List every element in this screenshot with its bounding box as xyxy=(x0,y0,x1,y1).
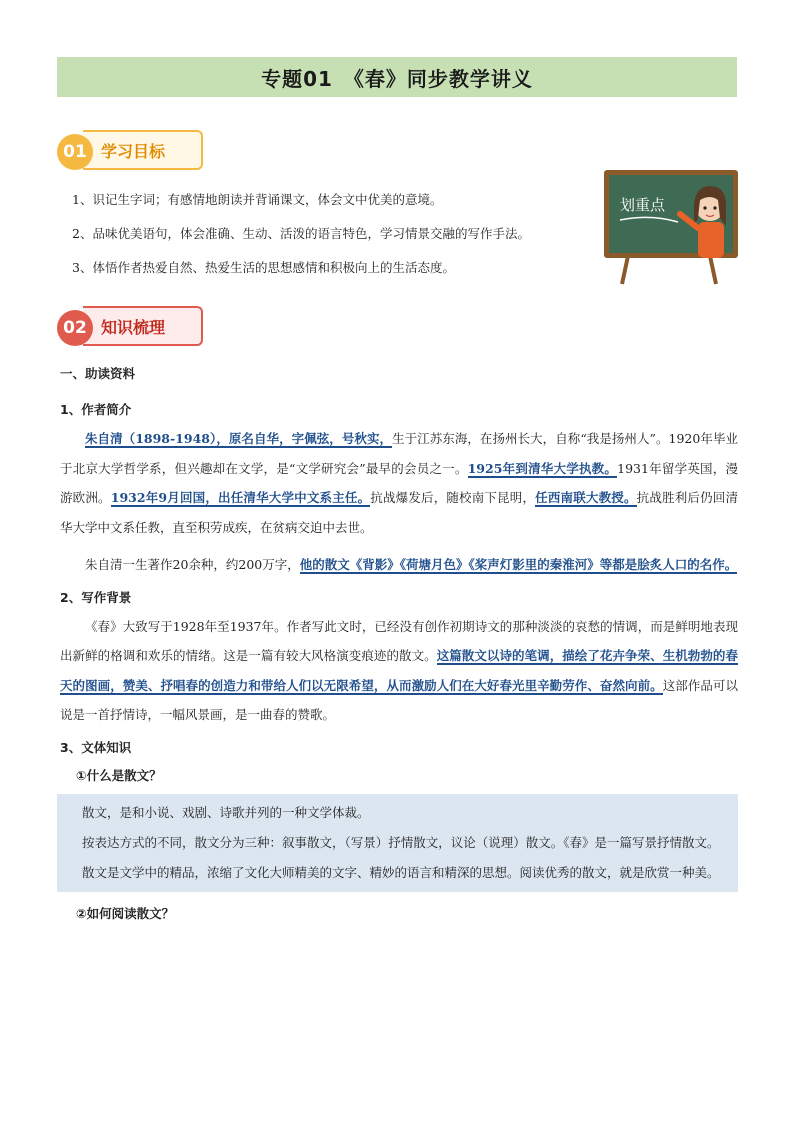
body-text: 《春》大致写于1928年至1937年。作者写此文时，已经没有创作初期诗文的那种淡淡的哀愁的情调，而是鲜明地表现出新鲜的格调和欢乐的情绪。这是一篇有较大风格演变痕迹的散文。 xyxy=(60,618,738,663)
definition-box xyxy=(57,794,738,892)
highlight-text: 任西南联大教授。 xyxy=(535,490,637,505)
highlight-text: 他的散文《背影》《荷塘月色》《桨声灯影里的秦淮河》等都是脍炙人口的名作。 xyxy=(299,557,738,572)
body-text: 生于江苏东海，在扬州长大，自称“我是扬州人”。1920年毕业于北京大学哲学系，但兴趣却在文学，是“文学研究会”最早的会员之一。 xyxy=(60,431,738,476)
highlight-text: 1925年到清华大学执教。 xyxy=(467,460,618,476)
question-heading: ①什么是散文？ xyxy=(76,767,162,783)
highlight-text: 朱自清（1898-1948），原名自华，字佩弦，号秋实， xyxy=(85,431,393,446)
subsection-heading: 2、写作背景 xyxy=(60,589,132,605)
section-header-objectives xyxy=(57,130,217,174)
body-text: 抗战胜利后仍回清华大学中文系任教，直至积劳成疾，在贫病交迫中去世。 xyxy=(60,490,738,535)
works-paragraph xyxy=(60,550,738,580)
highlight-text: 这篇散文以诗的笔调，描绘了花卉争荣、生机勃勃的春天的图画，赞美、抒唱春的创造力和带给人们以无限希望，从而激励人们在大好春光里辛勤劳作、奋然向前。 xyxy=(60,648,738,693)
section-tag xyxy=(83,130,203,170)
section-label: 知识梳理 xyxy=(101,317,166,337)
box-paragraph: 按表达方式的不同，散文分为三种：叙事散文，（写景）抒情散文，议论（说理）散文。《春》是一篇写景抒情散文。 xyxy=(82,834,720,850)
box-paragraph: 散文是文学中的精品，浓缩了文化大师精美的文字、精妙的语言和精深的思想。阅读优秀的散文，就是欣赏一种美。 xyxy=(82,864,720,880)
objective-item: 2、品味优美语句，体会准确、生动、活泼的语言特色，学习情景交融的写作手法。 xyxy=(72,226,530,241)
part-heading: 一、助读资料 xyxy=(60,366,136,381)
title-banner xyxy=(57,57,737,97)
body-text: 朱自清一生著作20余种，约200万字， xyxy=(85,557,300,572)
section-number-badge: 01 xyxy=(57,134,93,170)
knowledge-content xyxy=(60,364,738,932)
subsection-heading: 3、文体知识 xyxy=(60,739,132,755)
background-paragraph xyxy=(60,612,738,730)
objective-item: 3、体悟作者热爱自然、热爱生活的思想感情和积极向上的生活态度。 xyxy=(72,260,455,275)
subsection-heading: 1、作者简介 xyxy=(60,402,132,417)
body-text: 抗战爆发后，随校南下昆明， xyxy=(370,490,536,505)
objectives-list xyxy=(72,190,592,292)
section-number-badge: 02 xyxy=(57,310,93,346)
box-paragraph: 散文，是和小说、戏剧、诗歌并列的一种文学体裁。 xyxy=(82,804,370,820)
section-label: 学习目标 xyxy=(101,141,166,161)
section-tag xyxy=(83,306,203,346)
question-heading: ②如何阅读散文？ xyxy=(76,905,175,921)
chalkboard-illustration xyxy=(600,168,740,286)
body-text: 这部作品可以说是一首抒情诗，一幅风景画，是一曲春的赞歌。 xyxy=(60,677,738,722)
author-paragraph xyxy=(60,424,738,542)
section-header-knowledge xyxy=(57,306,217,350)
objective-item: 1、识记生字词；有感情地朗读并背诵课文，体会文中优美的意境。 xyxy=(72,192,443,207)
board-text: 划重点 xyxy=(620,196,666,214)
highlight-text: 1932年9月回国，出任清华大学中文系主任。 xyxy=(110,490,371,505)
page-title: 专题01 《春》同步教学讲义 xyxy=(261,66,533,91)
body-text: 1931年留学英国，漫游欧洲。 xyxy=(60,460,738,505)
